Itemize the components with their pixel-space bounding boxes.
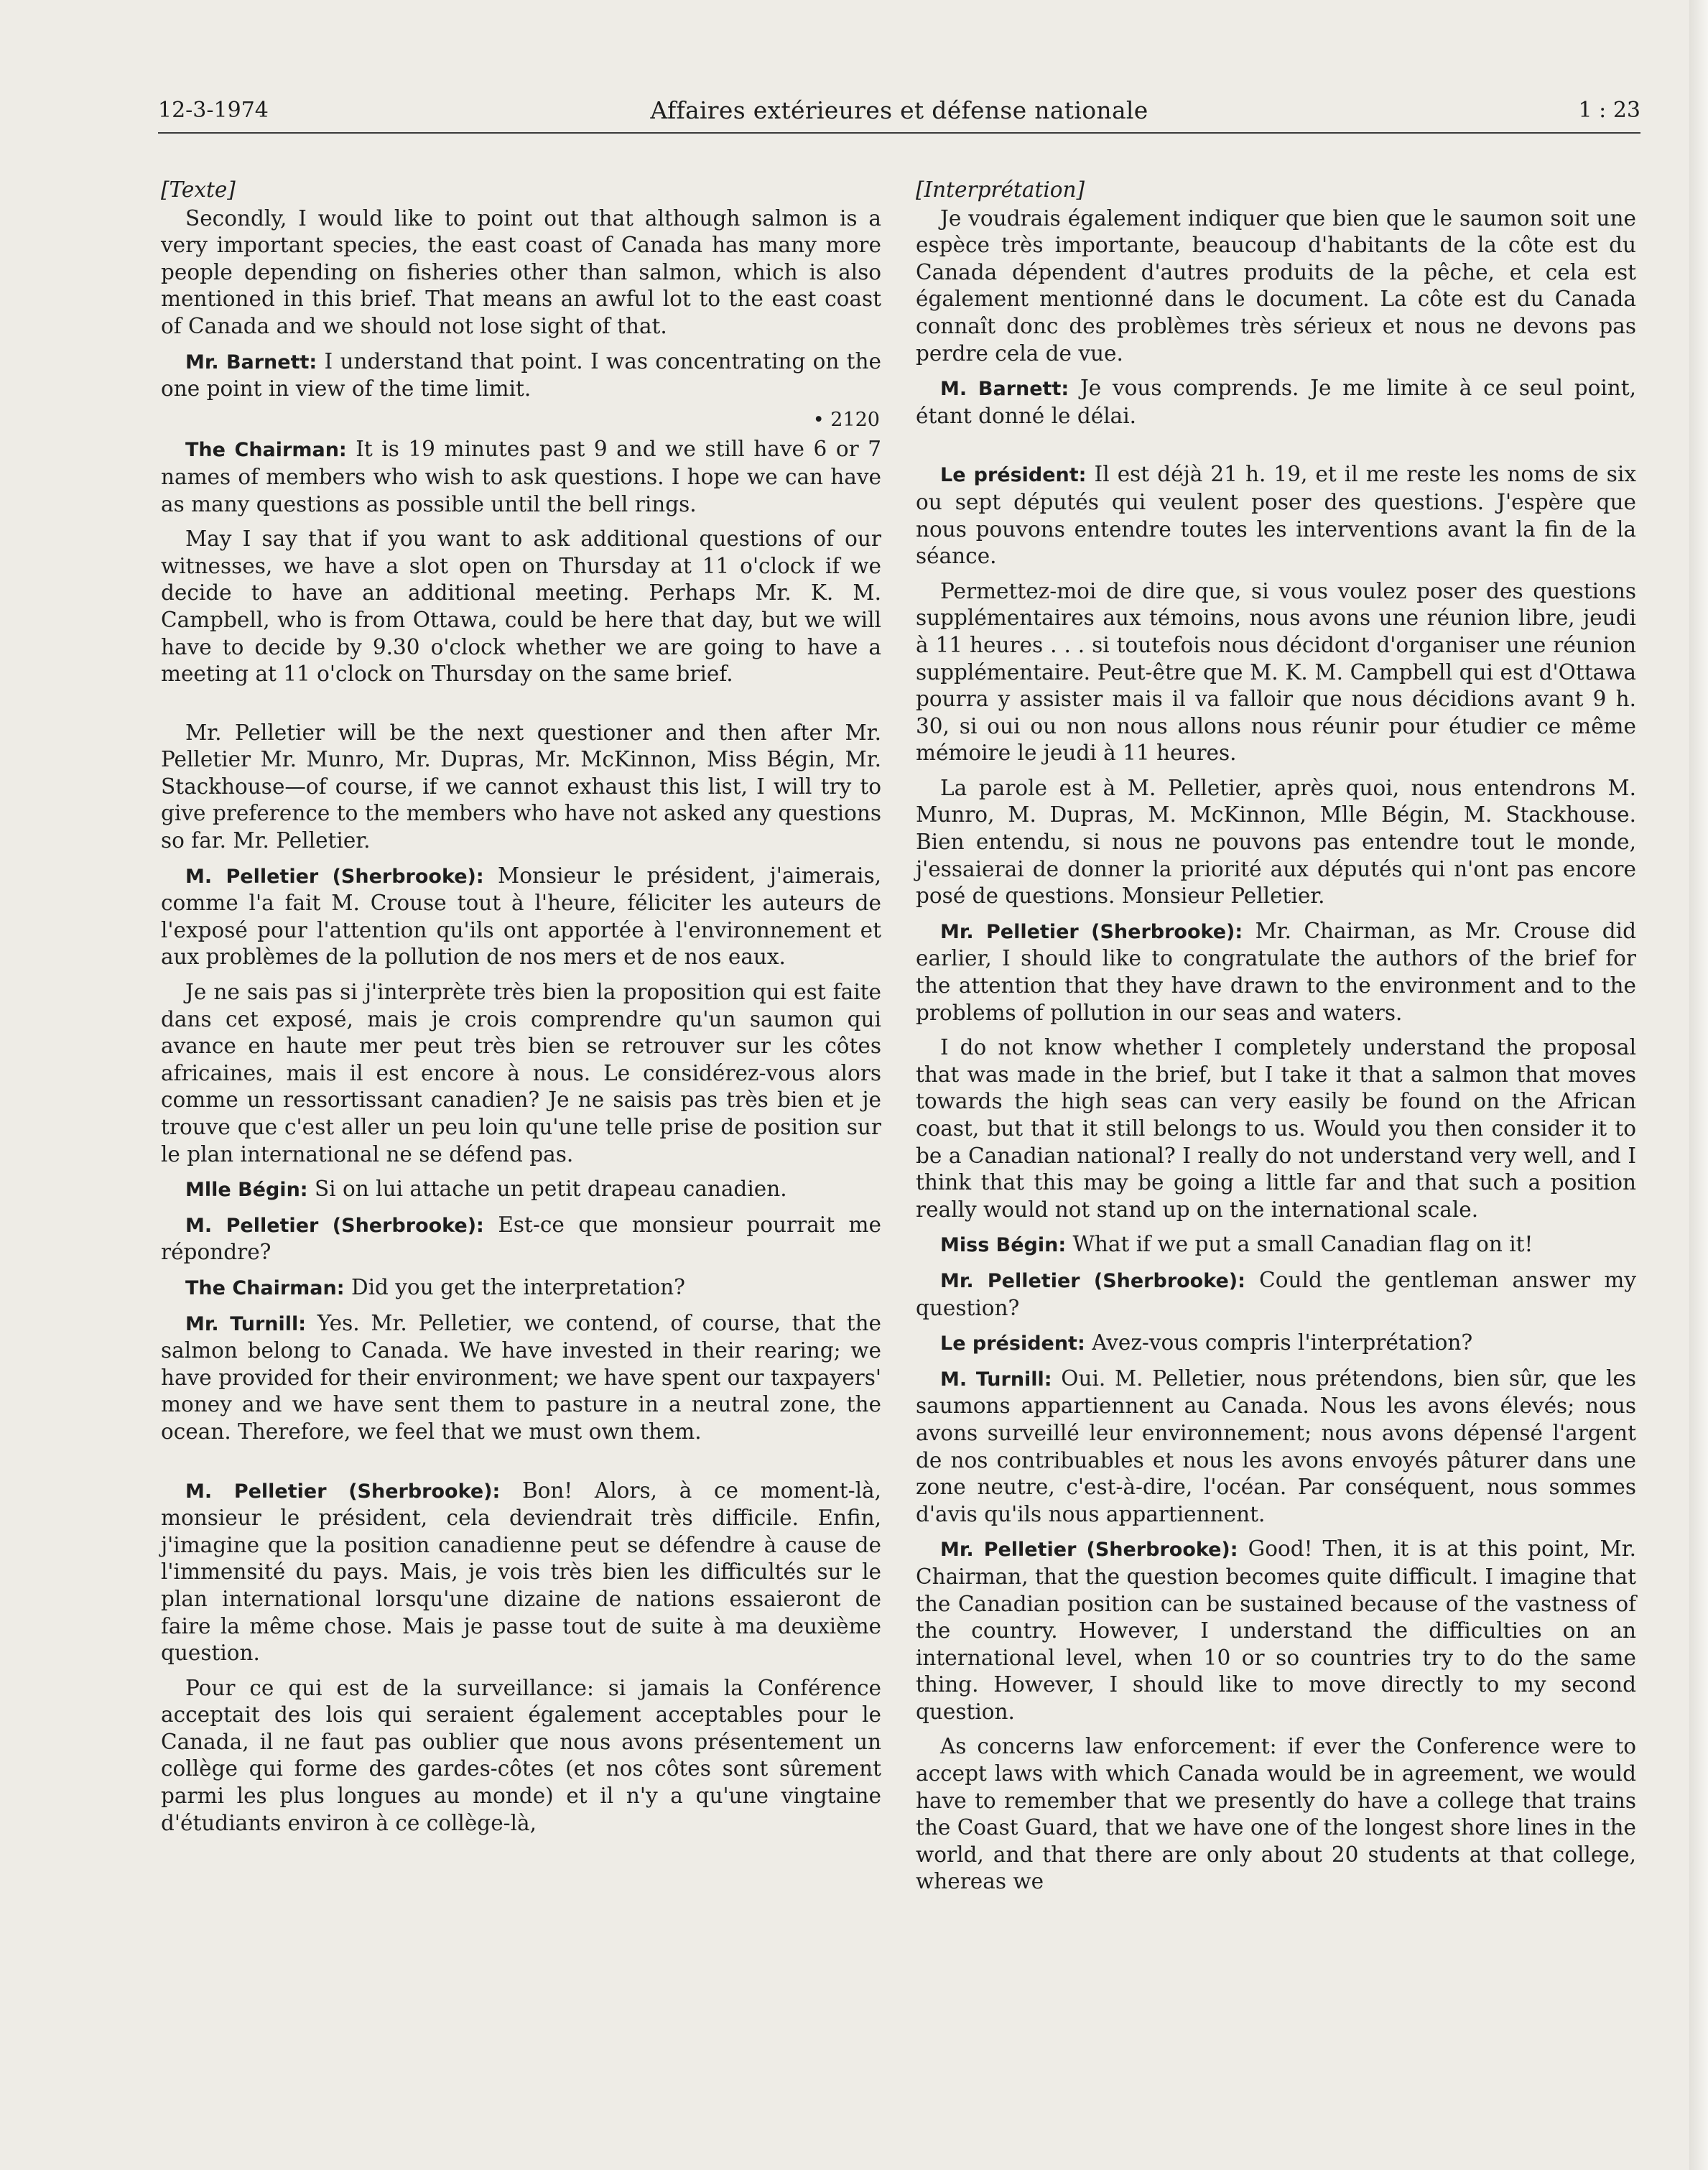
speech-paragraph <box>916 1267 1636 1322</box>
speaker-name: Mr. Pelletier (Sherbrooke): <box>940 1269 1245 1292</box>
paragraph: Pour ce qui est de la surveillance: si jamais la Conférence acceptait des lois qui seraient également acceptables pour le Canada, il ne faut pas oublier que nous avons présentement un collège qui forme des gardes-côtes (et nos côtes sont sûrement parmi les plus longues au monde) et il n'y a qu'une vingtaine d'étudiants environ à ce collège-là, <box>161 1675 881 1835</box>
speech-paragraph <box>161 436 881 518</box>
speaker-name: Mr. Pelletier (Sherbrooke): <box>940 920 1243 943</box>
speech-paragraph <box>161 1478 881 1667</box>
speech-paragraph <box>161 1176 881 1204</box>
paragraph: Permettez-moi de dire que, si vous voulez poser des questions supplémentaires aux témoins, nous avons une réunion libre, jeudi à 11 heures . . . si toutefois nous décidont d'organiser une réunion supplémentaire. Peut-être que M. K. M. Campbell qui est d'Ottawa pourra y assister mais il va falloir que nous décidions avant 9 h. 30, si oui ou non nous allons nous réunir pour étudier ce même mémoire le jeudi à 11 heures. <box>916 578 1636 766</box>
speech-text: What if we put a small Canadian flag on it! <box>1066 1232 1533 1257</box>
language-tag: [Texte] <box>161 177 236 202</box>
speech-paragraph <box>916 1536 1636 1725</box>
speech-text: Bon! Alors, à ce moment-là, monsieur le président, cela deviendrait très difficile. Enfin, j'imagine que la position canadienne peut se défendre à cause de l'immensité du pays. Mais, je vois très bien les difficultés sur le plan international lorsqu'une dizaine de nations essaieront de faire la même chose. Mais je passe tout de suite à ma deuxième question. <box>161 1478 881 1666</box>
speech-text: Yes. Mr. Pelletier, we contend, of course, that the salmon belong to Canada. We have invested in their rearing; we have provided for their environment; we have spent our taxpayers' money and we have sent them to pasture in a neutral zone, the ocean. Therefore, we feel that we must own them. <box>161 1310 882 1444</box>
time-marker: • 2120 <box>812 408 880 431</box>
speaker-name: The Chairman: <box>185 1276 345 1299</box>
speaker-name: M. Barnett: <box>940 378 1069 401</box>
paragraph: Je ne sais pas si j'interprète très bien la proposition qui est faite dans cet exposé, mais je crois comprendre qu'un saumon qui avance en haute mer peut très bien se retrouver sur les côtes africaines, mais il est encore à nous. Le considérez-vous alors comme un ressortissant canadien? Je ne saisis pas très bien et je trouve que c'est aller un peu loin qu'une telle prise de position sur le plan international ne se défend pas. <box>161 980 881 1167</box>
paragraph: Je voudrais également indiquer que bien que le saumon soit une espèce très importante, beaucoup d'habitants de la côte est du Canada dépendent d'autres produits de la pêche, et cela est également mentionné dans le document. La côte est du Canada connaît donc des problèmes très sérieux et nous ne devons pas perdre cela de vue. <box>916 205 1636 366</box>
speech-paragraph <box>161 348 881 403</box>
paragraph: May I say that if you want to ask additional questions of our witnesses, we have a slot open on Thursday at 11 o'clock if we decide to have an additional meeting. Perhaps Mr. K. M. Campbell, who is from Ottawa, could be here that day, but we will have to decide by 9.30 o'clock whether we are going to have a meeting at 11 o'clock on Thursday on the same brief. <box>161 527 881 687</box>
speaker-name: M. Pelletier (Sherbrooke): <box>185 865 484 888</box>
speech-paragraph <box>916 375 1636 430</box>
speech-text: Est-ce que monsieur pourrait me répondre? <box>161 1212 881 1265</box>
paragraph: La parole est à M. Pelletier, après quoi, nous entendrons M. Munro, M. Dupras, M. McKinnon, Mlle Bégin, M. Stackhouse. Bien entendu, si nous ne pouvons pas entendre tout le monde, j'essaierai de donner la priorité aux députés qui n'ont pas encore posé de questions. Monsieur Pelletier. <box>916 775 1636 909</box>
right-column-french <box>916 177 1636 1904</box>
header-title: Affaires extérieures et défense nationale <box>650 96 1148 124</box>
left-column-english <box>161 177 881 1845</box>
speaker-name: The Chairman: <box>185 439 347 462</box>
speaker-name: M. Pelletier (Sherbrooke): <box>185 1480 501 1503</box>
speech-text: Oui. M. Pelletier, nous prétendons, bien sûr, que les saumons appartiennent au Canada. Nous les avons élevés; nous avons surveillé leur environnement; nous avons dépensé l'argent de nos contribuables et nous les avons envoyés pâturer dans une zone neutre, c'est-à-dire, l'océan. Par conséquent, nous sommes d'avis qu'ils nous appartiennent. <box>916 1365 1637 1526</box>
paragraph: I do not know whether I completely understand the proposal that was made in the brief, but I take it that a salmon that moves towards the high seas can very easily be found on the African coast, but that it still belongs to us. Would you then consider it to be a Canadian national? I really do not understand very well, and I think that this may be going a little far and that such a position really would not stand up on the international scale. <box>916 1035 1636 1222</box>
speech-paragraph <box>916 918 1636 1026</box>
speech-text: Avez-vous compris l'interprétation? <box>1085 1330 1473 1355</box>
speech-paragraph <box>161 1274 881 1302</box>
page-header <box>158 92 1640 134</box>
header-page-number: 1 : 23 <box>1578 98 1640 123</box>
speech-text: Did you get the interpretation? <box>344 1274 685 1299</box>
speech-text: Mr. Chairman, as Mr. Crouse did earlier, I should like to congratulate the authors of the brief for the attention that they have drawn to the environment and to the problems of pollution in our seas and waters. <box>916 918 1636 1025</box>
speech-paragraph <box>161 1212 881 1266</box>
speaker-name: M. Pelletier (Sherbrooke): <box>185 1214 484 1237</box>
speech-text: Could the gentleman answer my question? <box>916 1267 1636 1320</box>
paragraph: Mr. Pelletier will be the next questioner and then after Mr. Pelletier Mr. Munro, Mr. Dupras, Mr. McKinnon, Miss Bégin, Mr. Stackhouse—of course, if we cannot exhaust this list, I will try to give preference to the members who have not asked any questions so far. Mr. Pelletier. <box>161 720 881 853</box>
speaker-name: Mr. Barnett: <box>185 351 317 374</box>
speech-text: Si on lui attache un petit drapeau canadien. <box>307 1177 787 1202</box>
speech-text: Monsieur le président, j'aimerais, comme l'a fait M. Crouse tout à l'heure, féliciter les auteurs de l'exposé pour l'attention qu'ils ont apportée à l'environnement et aux problèmes de la pollution de nos mers et de nos eaux. <box>161 863 881 970</box>
speech-paragraph <box>916 1231 1636 1259</box>
speaker-name: Mr. Turnill: <box>185 1312 307 1335</box>
speaker-name: Mlle Bégin: <box>185 1179 308 1202</box>
speech-paragraph <box>161 1310 881 1446</box>
paragraph: Secondly, I would like to point out that although salmon is a very important species, the east coast of Canada has many more people depending on fisheries other than salmon, which is also mentioned in this brief. That means an awful lot to the east coast of Canada and we should not lose sight of that. <box>161 205 881 338</box>
speech-text: It is 19 minutes past 9 and we still have 6 or 7 names of members who wish to ask questions. I hope we can have as many questions as possible until the bell rings. <box>161 437 881 516</box>
speech-text: Je vous comprends. Je me limite à ce seul point, étant donné le délai. <box>916 376 1636 428</box>
speech-text: Il est déjà 21 h. 19, et il me reste les noms de six ou sept députés qui veulent poser des questions. J'espère que nous pouvons entendre toutes les interventions avant la fin de la séance. <box>916 462 1637 569</box>
speaker-name: Mr. Pelletier (Sherbrooke): <box>940 1539 1238 1562</box>
speech-paragraph <box>916 461 1636 570</box>
speech-text: I understand that point. I was concentrating on the one point in view of the time limit. <box>161 348 881 402</box>
speaker-name: Le président: <box>940 464 1087 487</box>
speech-paragraph <box>161 863 881 971</box>
language-tag: [Interprétation] <box>916 177 1085 202</box>
paragraph: As concerns law enforcement: if ever the Conference were to accept laws with which Canada would be in agreement, we would have to remember that we presently do have a college that trains the Coast Guard, that we have one of the longest shore lines in the world, and that there are only about 20 students at that college, whereas we <box>916 1734 1636 1894</box>
page-edge <box>1689 0 1708 2170</box>
speaker-name: Miss Bégin: <box>940 1234 1067 1257</box>
speech-text: Good! Then, it is at this point, Mr. Chairman, that the question becomes quite difficult. I imagine that the Canadian position can be sustained because of the vastness of the country. However, I understand the difficulties on an international level, when 10 or so countries try to do the same thing. However, I should like to move directly to my second question. <box>916 1536 1636 1724</box>
header-date: 12-3-1974 <box>158 98 269 123</box>
speech-paragraph <box>916 1365 1636 1529</box>
speech-paragraph <box>916 1330 1636 1358</box>
speaker-name: Le président: <box>940 1332 1085 1355</box>
speaker-name: M. Turnill: <box>940 1368 1052 1391</box>
